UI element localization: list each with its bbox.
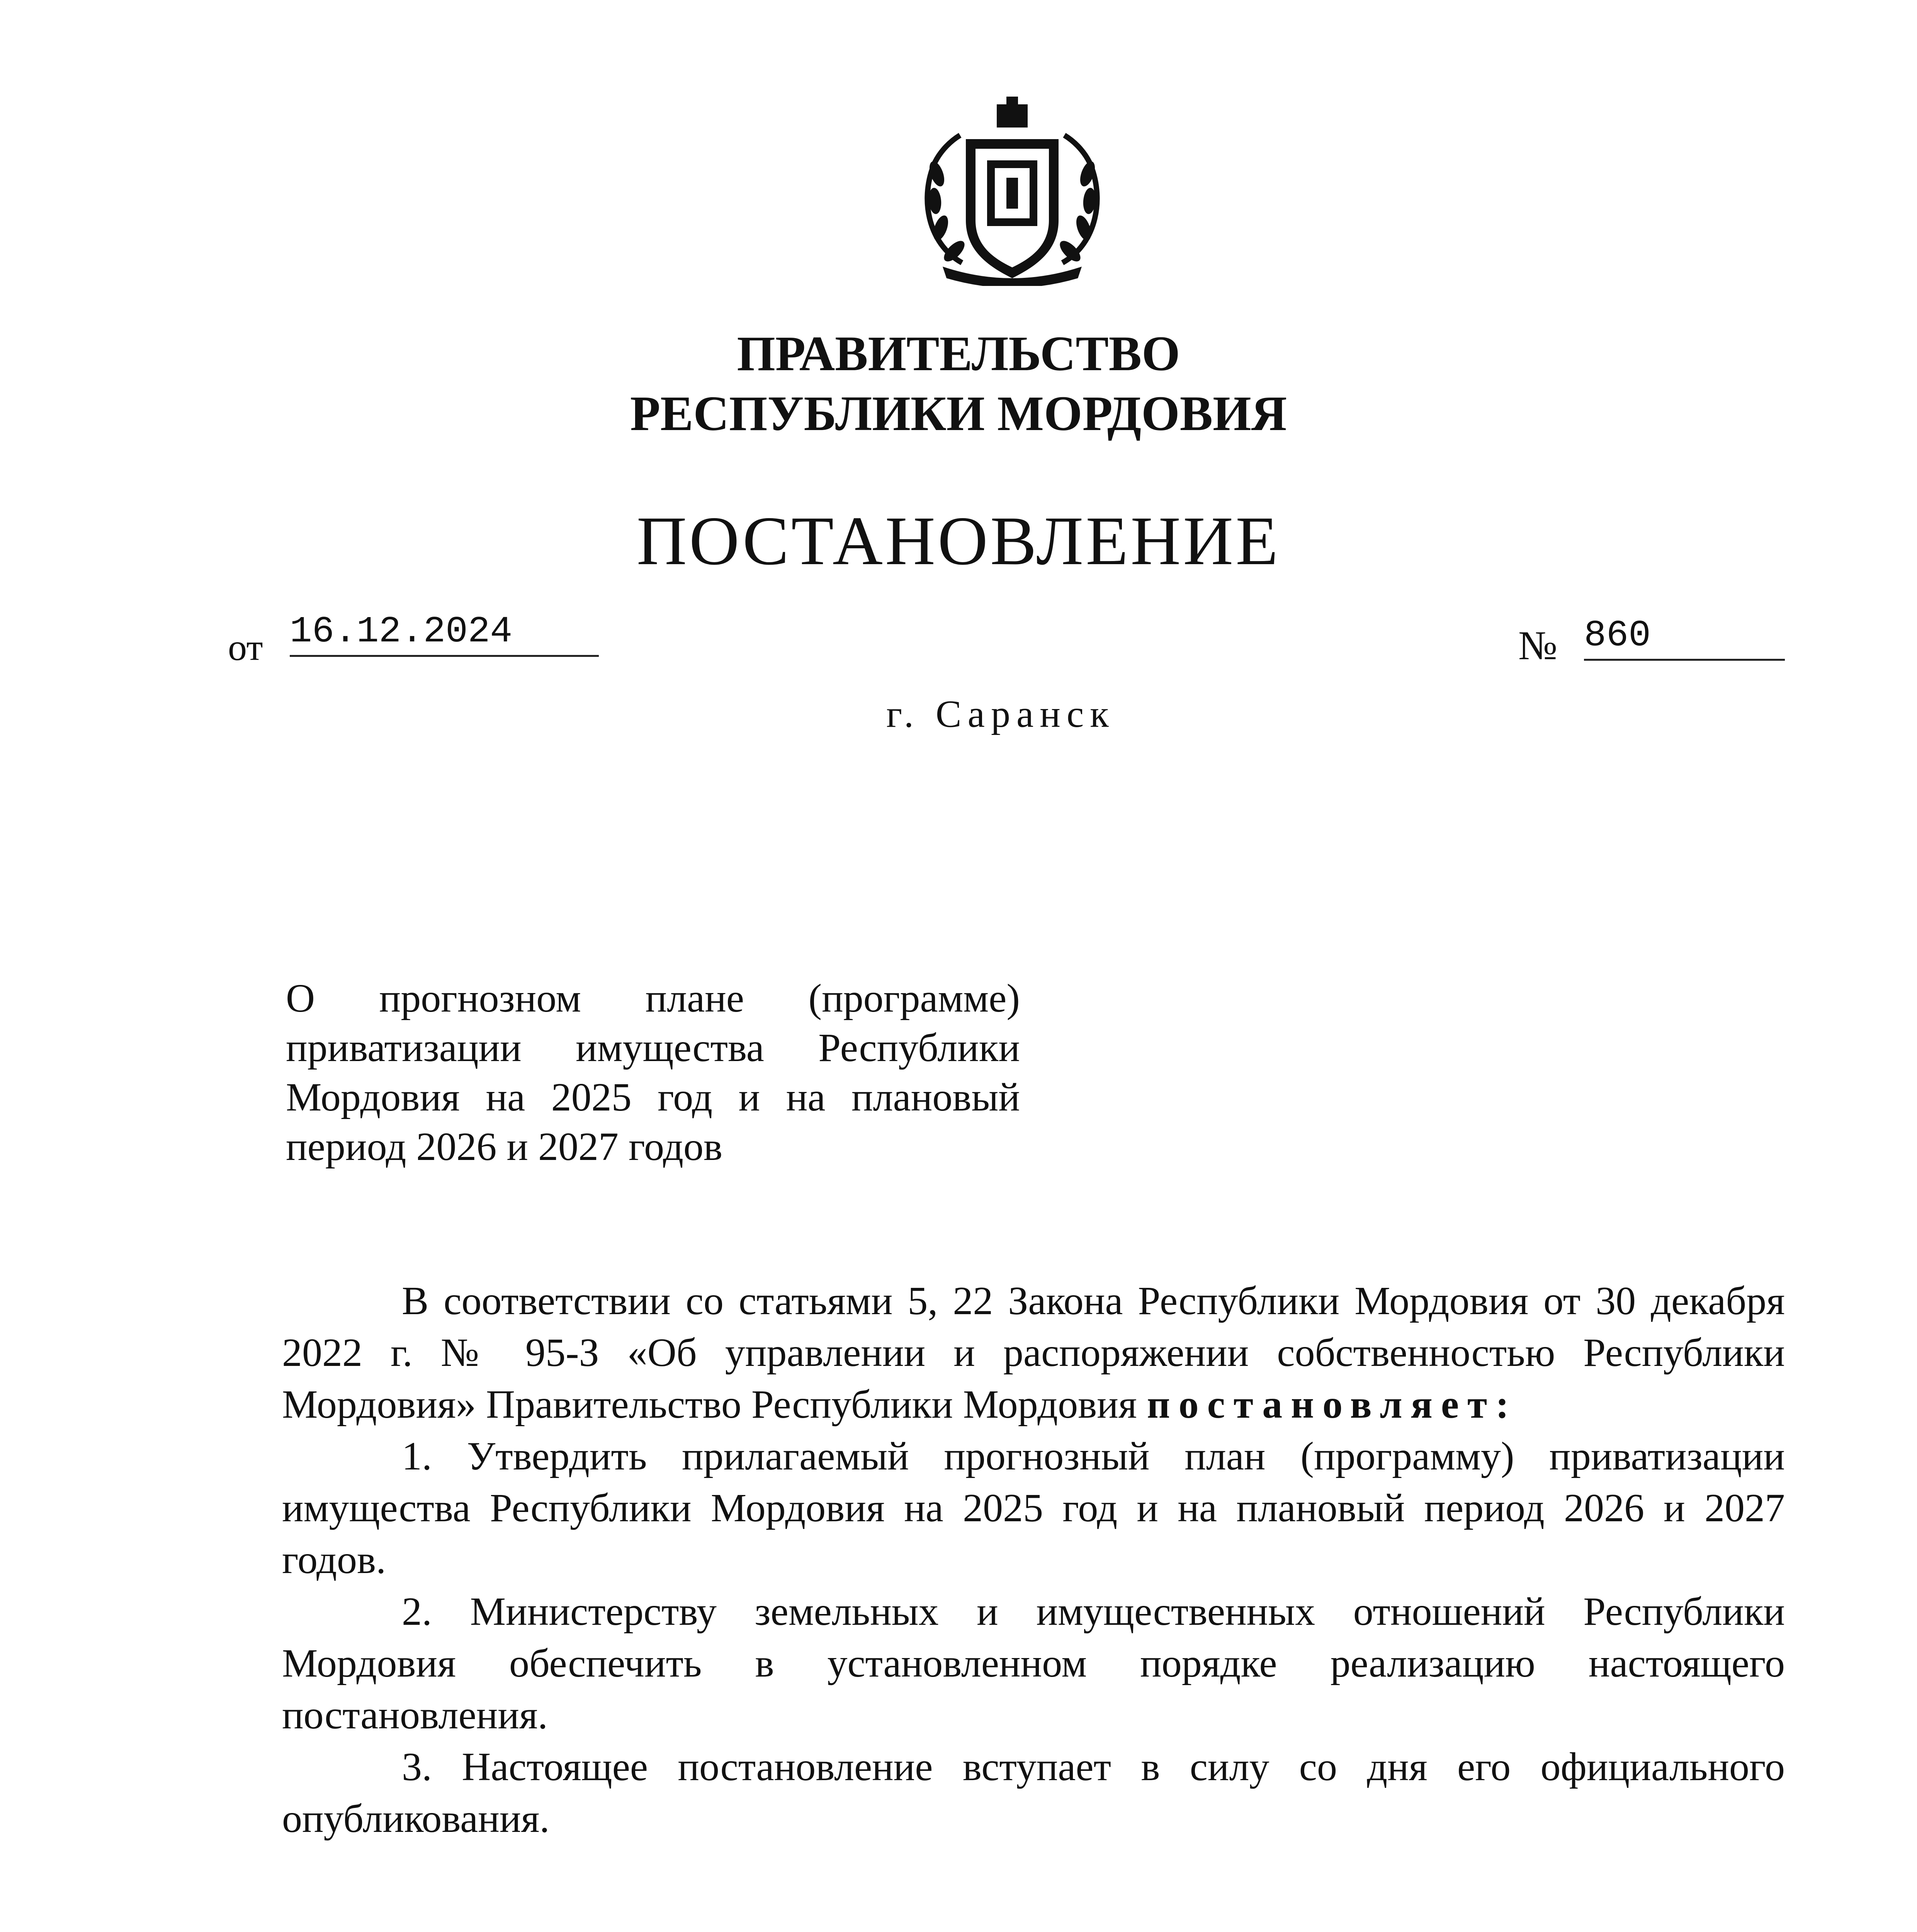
document-date: 16.12.2024 xyxy=(290,611,599,657)
preamble-text: В соответствии со статьями 5, 22 Закона Республики Мордовия от 30 декабря 2022 г. № 95-З «Об управлении и распоряжении собственностью Республики Мордовия» Правительство Республики Мордовия xyxy=(282,1279,1785,1427)
decree-keyword: постановляет: xyxy=(1147,1382,1518,1427)
subject-line: период 2026 и 2027 годов xyxy=(286,1124,723,1169)
document-city: г. Саранск xyxy=(886,692,1115,735)
subject-line: приватизации имущества Республики xyxy=(286,1026,1020,1070)
decree-item-1: 1. Утвердить прилагаемый прогнозный план (программу) приватизации имущества Республики Мордовия на 2025 год и на плановый период 2026 и 2027 годов. xyxy=(282,1434,1785,1582)
document-type-title: ПОСТАНОВЛЕНИЕ xyxy=(636,502,1281,579)
organization-name-line2: РЕСПУБЛИКИ МОРДОВИЯ xyxy=(630,386,1287,441)
decree-item-2: 2. Министерству земельных и имущественных отношений Республики Мордовия обеспечить в установленном порядке реализацию настоящего постановления. xyxy=(282,1589,1785,1737)
document-subject xyxy=(286,974,1020,1172)
date-prefix: от xyxy=(228,627,263,668)
subject-line: О прогнозном плане (программе) xyxy=(286,976,1020,1020)
preamble-paragraph xyxy=(282,1275,1785,1430)
number-prefix: № xyxy=(1518,623,1558,668)
organization-name-line1: ПРАВИТЕЛЬСТВО xyxy=(737,326,1180,381)
document-body xyxy=(282,1275,1785,1845)
document-number: 860 xyxy=(1584,614,1785,661)
coat-of-arms-emblem xyxy=(919,97,1105,286)
subject-line: Мордовия на 2025 год и на плановый xyxy=(286,1075,1020,1119)
decree-item-3: 3. Настоящее постановление вступает в силу со дня его официального опубликования. xyxy=(282,1745,1785,1841)
